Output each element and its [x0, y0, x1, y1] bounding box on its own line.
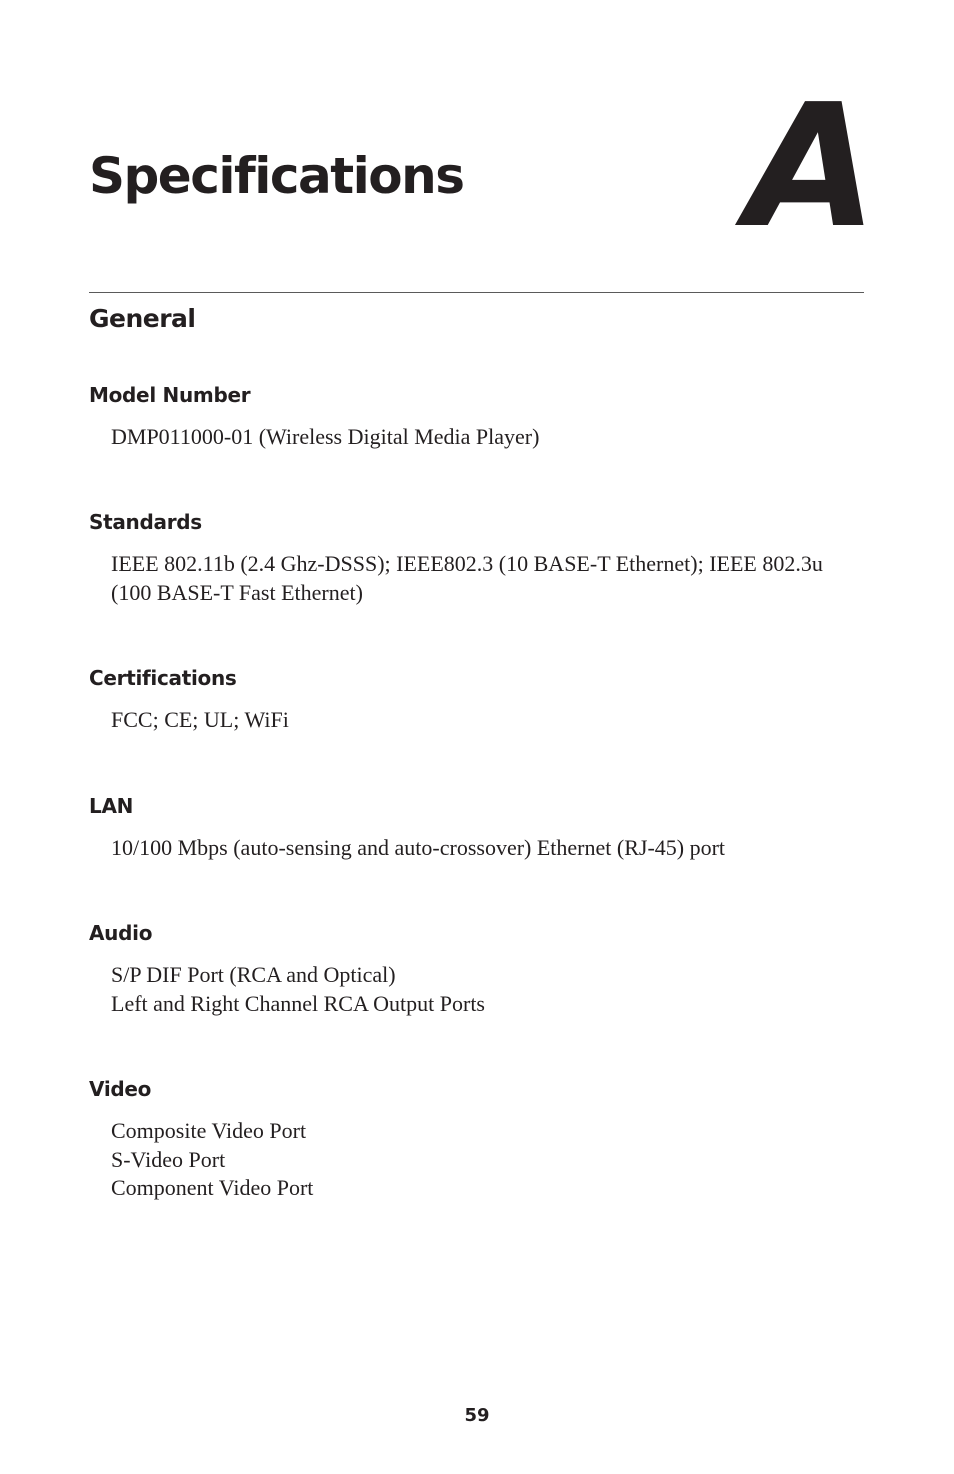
spec-value — [89, 423, 864, 452]
spec-audio — [89, 920, 864, 1018]
spec-value — [89, 1117, 864, 1203]
section-divider — [89, 292, 864, 293]
page-number: 59 — [464, 1405, 490, 1426]
page-title: Specifications — [89, 147, 464, 205]
section-title: General — [89, 304, 196, 333]
spec-value — [89, 834, 864, 863]
spec-value-line: Composite Video Port — [111, 1118, 307, 1143]
spec-certifications — [89, 665, 864, 735]
spec-label: Certifications — [89, 666, 237, 690]
spec-value-line: S/P DIF Port (RCA and Optical) — [111, 962, 396, 987]
spec-value-line: (100 BASE-T Fast Ethernet) — [111, 579, 363, 605]
chapter-letter: A — [746, 68, 874, 266]
spec-value-line: S-Video Port — [111, 1146, 226, 1172]
spec-label: Video — [89, 1077, 152, 1101]
spec-model-number — [89, 382, 864, 452]
spec-standards — [89, 509, 864, 607]
spec-value-line: Component Video Port — [111, 1175, 314, 1200]
spec-label: Standards — [89, 510, 202, 534]
spec-value-line: IEEE 802.11b (2.4 Ghz-DSSS); IEEE802.3 (10 BASE-T Ethernet); IEEE 802.3u — [111, 551, 823, 576]
spec-label: Model Number — [89, 383, 251, 407]
spec-value-line: Left and Right Channel RCA Output Ports — [111, 990, 485, 1016]
spec-lan — [89, 793, 864, 863]
spec-video — [89, 1076, 864, 1203]
spec-value-line: FCC; CE; UL; WiFi — [111, 707, 289, 732]
spec-value-line: 10/100 Mbps (auto-sensing and auto-crossover) Ethernet (RJ-45) port — [111, 835, 726, 860]
spec-label: Audio — [89, 921, 153, 945]
spec-label: LAN — [89, 794, 134, 818]
spec-value — [89, 706, 864, 735]
spec-value-line: DMP011000-01 (Wireless Digital Media Player) — [111, 424, 540, 449]
spec-value — [89, 961, 864, 1018]
spec-value — [89, 550, 864, 607]
